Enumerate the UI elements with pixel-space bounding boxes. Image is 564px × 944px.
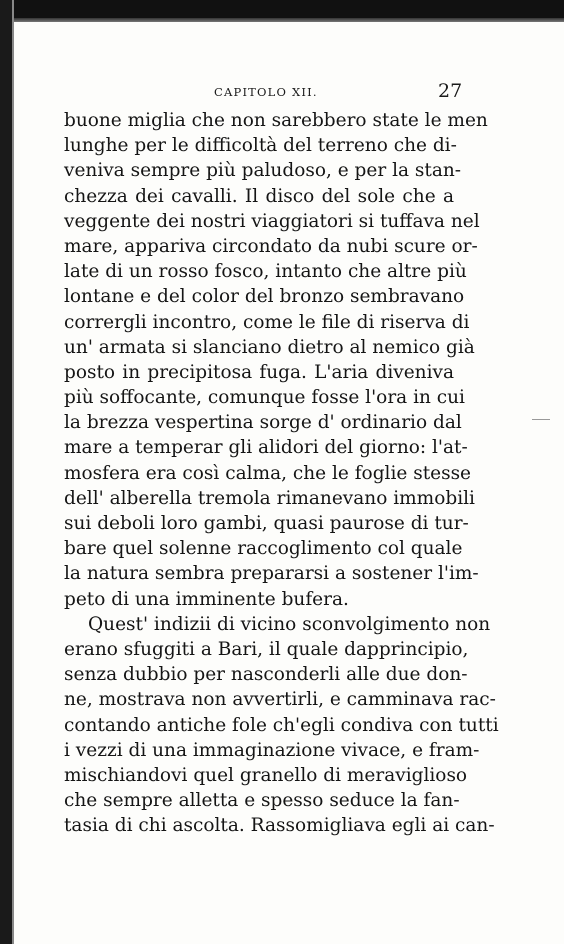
paragraph-end-line: peto di una imminente bufera. (64, 588, 349, 610)
text-line: dell' alberella tremola rimanevano immobili (64, 487, 475, 509)
scan-left-border (0, 0, 12, 944)
text-line: che sempre alletta e spesso seduce la fan- (64, 790, 460, 812)
text-line: veniva sempre più paludoso, e per la stan- (64, 160, 462, 182)
text-line: lontane e del color del bronzo sembravano (64, 286, 465, 308)
body-text (64, 108, 499, 838)
text-line: la brezza vespertina sorge d' ordinario dal (64, 412, 462, 434)
text-line: posto in precipitosa fuga. L'aria diveniva (64, 361, 454, 383)
text-line: mosfera era così calma, che le foglie stesse (64, 462, 472, 484)
text-line: lunghe per le difficoltà del terreno che di- (64, 135, 457, 157)
text-line: veggente dei nostri viaggiatori si tuffava nel (64, 210, 480, 232)
text-line: mare a temperar gli alidori del giorno: l'at- (64, 437, 468, 459)
text-line: la natura sembra prepararsi a sostener l'im- (64, 563, 479, 585)
page-number: 27 (438, 80, 463, 102)
text-line: buone miglia che non sarebbero state le men (64, 110, 488, 131)
margin-mark (532, 419, 550, 420)
text-line: mischiandovi quel granello di meraviglioso (64, 764, 468, 786)
text-line: erano sfuggiti a Bari, il quale dapprincipio, (64, 638, 469, 660)
text-line: contando antiche fole ch'egli condiva con tutti (64, 714, 499, 736)
text-line: ne, mostrava non avvertirli, e camminava rac- (64, 689, 496, 711)
text-line: i vezzi di una immaginazione vivace, e fram- (64, 739, 480, 761)
text-line: chezza dei cavalli. Il disco del sole che a (64, 185, 454, 207)
text-line: bare quel solenne raccoglimento col quale (64, 538, 463, 560)
running-head: CAPITOLO XII. (214, 85, 318, 99)
text-line: più soffocante, comunque fosse l'ora in cui (64, 387, 465, 409)
text-line: late di un rosso fosco, intanto che altre più (64, 261, 467, 283)
book-page (14, 22, 564, 944)
text-line: mare, appariva circondato da nubi scure or- (64, 235, 478, 257)
text-line: tasia di chi ascolta. Rassomigliava egli ai can- (64, 815, 495, 837)
text-line: sui deboli loro gambi, quasi paurose di tur- (64, 513, 469, 534)
text-line: corrergli incontro, come le file di riserva di (64, 311, 470, 333)
text-line: senza dubbio per nasconderli alle due don- (64, 664, 468, 686)
text-line: un' armata si slanciano dietro al nemico già (64, 336, 475, 358)
paragraph-start-line: Quest' indizii di vicino sconvolgimento non (88, 613, 491, 635)
